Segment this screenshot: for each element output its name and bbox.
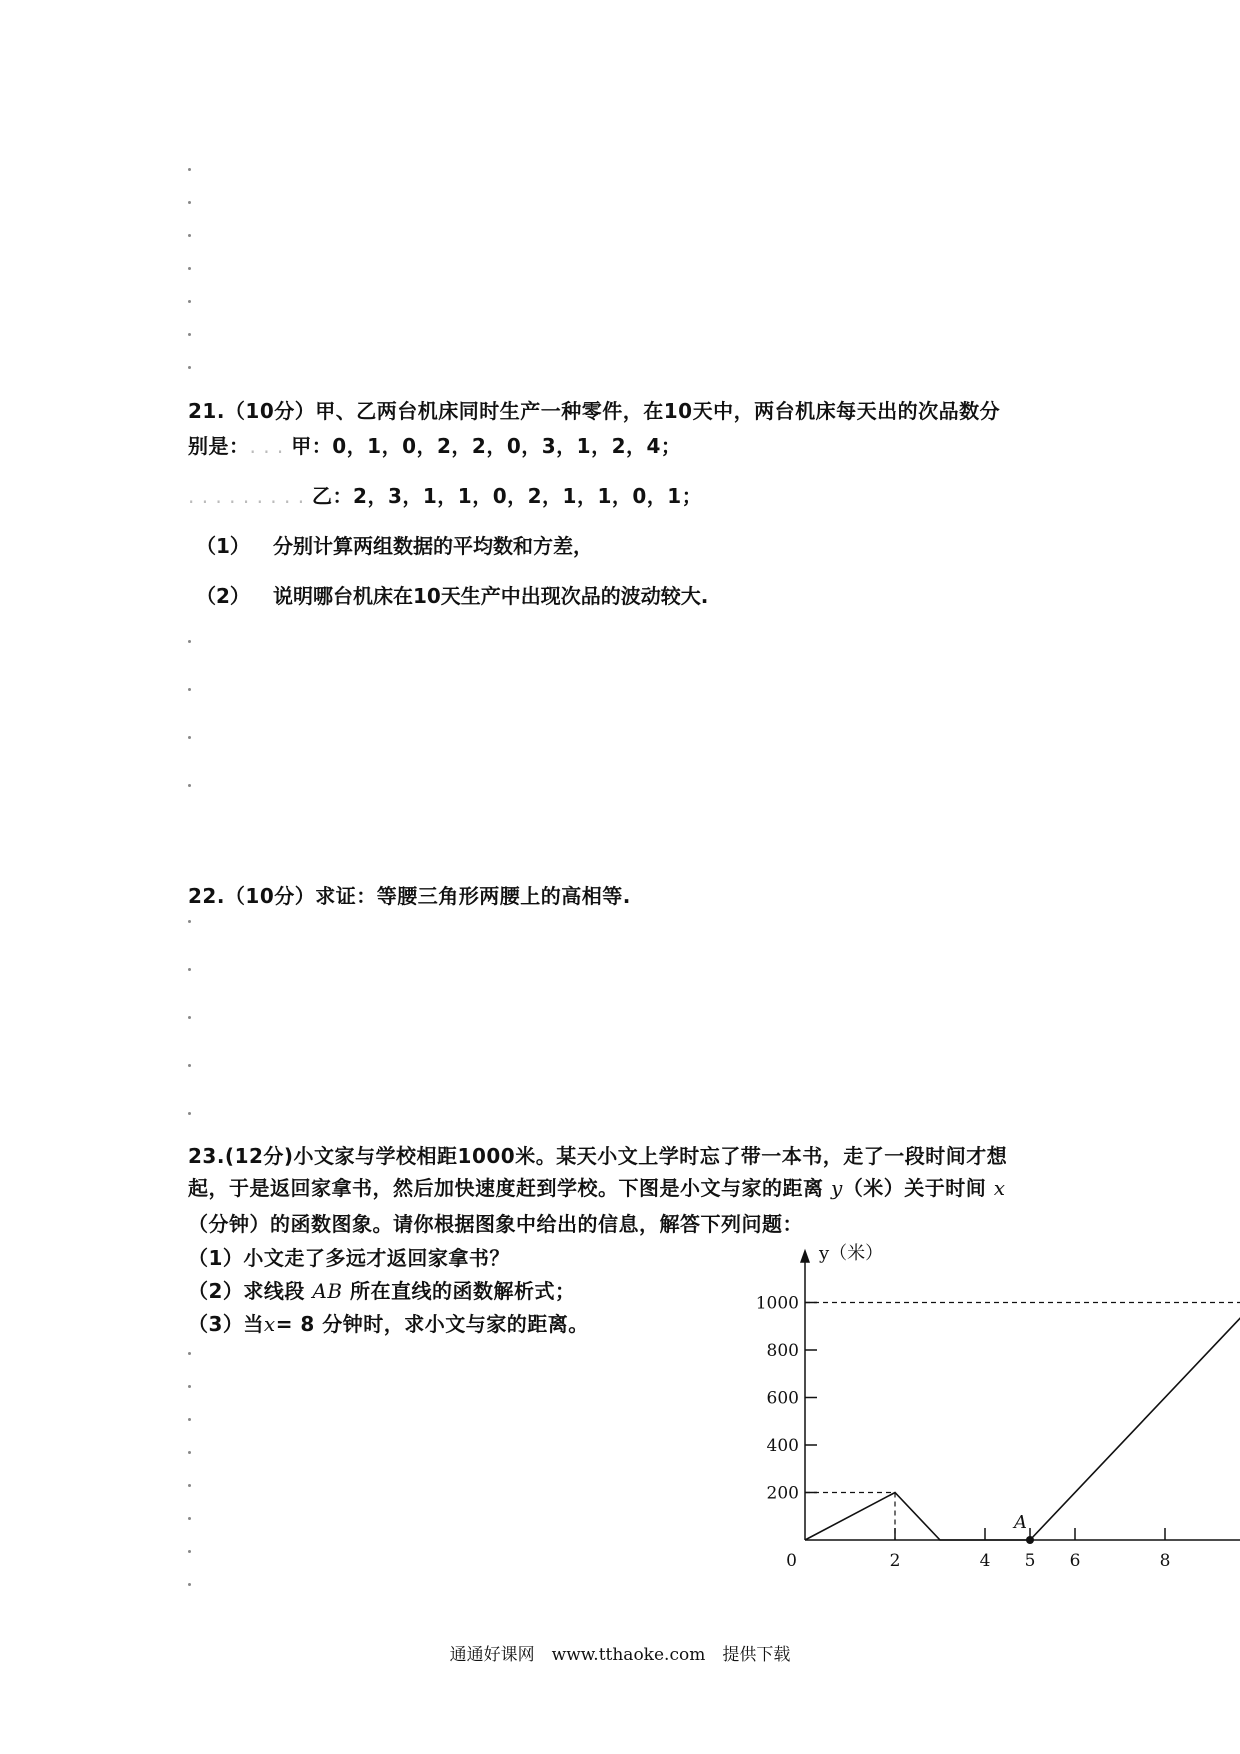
q21-prefix: 别是： [188, 434, 250, 458]
q23-line2-mid: （米）关于时间 [842, 1176, 987, 1200]
q23-line2-var-y: y [830, 1176, 843, 1200]
q23-line3: （分钟）的函数图象。请你根据图象中给出的信息，解答下列问题： [188, 1212, 803, 1236]
q22-line1: 22.（10分）求证：等腰三角形两腰上的高相等. [188, 884, 631, 908]
x-tick-label: 5 [1024, 1551, 1036, 1571]
point-a-label: A [1014, 1512, 1027, 1533]
y-tick-label: 600 [766, 1388, 799, 1409]
q23-sub2-b: 所在直线的函数解析式； [350, 1279, 576, 1303]
x-tick-label: 6 [1069, 1551, 1081, 1571]
q23-line2-var-x: x [993, 1176, 1006, 1200]
q21-line2: 别是：. . . 甲：0，1，0，2，2，0，3，1，2，4； [188, 434, 682, 458]
y-tick-label: 400 [766, 1436, 799, 1456]
q23-sub3-a: （3）当 [188, 1312, 264, 1336]
y-axis-arrow [800, 1249, 810, 1263]
q23-sub3-b: = 8 分钟时，求小文与家的距离。 [275, 1312, 589, 1336]
q21-sub2-text: 说明哪台机床在10天生产中出现次品的波动较大. [272, 584, 709, 608]
q23-sub2-var: AB [312, 1279, 343, 1303]
x-tick-label: 2 [889, 1551, 901, 1571]
x-tick-label: 4 [979, 1551, 991, 1571]
q21-data-jia: 甲：0，1，0，2，2，0，3，1，2，4； [291, 434, 682, 458]
q23-line1: 23.(12分)小文家与学校相距1000米。某天小文上学时忘了带一本书，走了一段时间才想 [188, 1144, 1008, 1168]
y-tick-label: 1000 [755, 1293, 799, 1314]
y-tick-label: 800 [766, 1341, 799, 1361]
q21-line3: . . . . . . . . . 乙：2，3，1，1，0，2，1，1，0，1； [188, 484, 703, 508]
point-a-marker [1026, 1536, 1034, 1544]
series-line [805, 1303, 1240, 1541]
q21-line1: 21.（10分）甲、乙两台机床同时生产一种零件，在10天中，两台机床每天出的次品数分 [188, 399, 1001, 423]
footer-source: 通通好课网 www.tthaoke.com 提供下载 [449, 1645, 791, 1665]
q21-sub1-text: 分别计算两组数据的平均数和方差， [272, 534, 593, 558]
q21-sub1-num: （1） [196, 534, 250, 558]
y-axis-label: y（米） [819, 1242, 884, 1264]
q23-sub2-a: （2）求线段 [188, 1279, 305, 1303]
origin-label: 0 [786, 1551, 797, 1571]
x-tick-label: 8 [1159, 1551, 1171, 1571]
y-tick-label: 200 [766, 1483, 799, 1504]
q23-sub1: （1）小文走了多远才返回家拿书？ [188, 1246, 510, 1270]
q21-data-yi: 乙：2，3，1，1，0，2，1，1，0，1； [312, 484, 703, 508]
q23-sub3-var: x [263, 1312, 276, 1336]
q23-line2-a: 起，于是返回家拿书，然后加快速度赶到学校。下图是小文与家的距离 [188, 1176, 824, 1200]
q21-sub2-num: （2） [196, 584, 250, 608]
